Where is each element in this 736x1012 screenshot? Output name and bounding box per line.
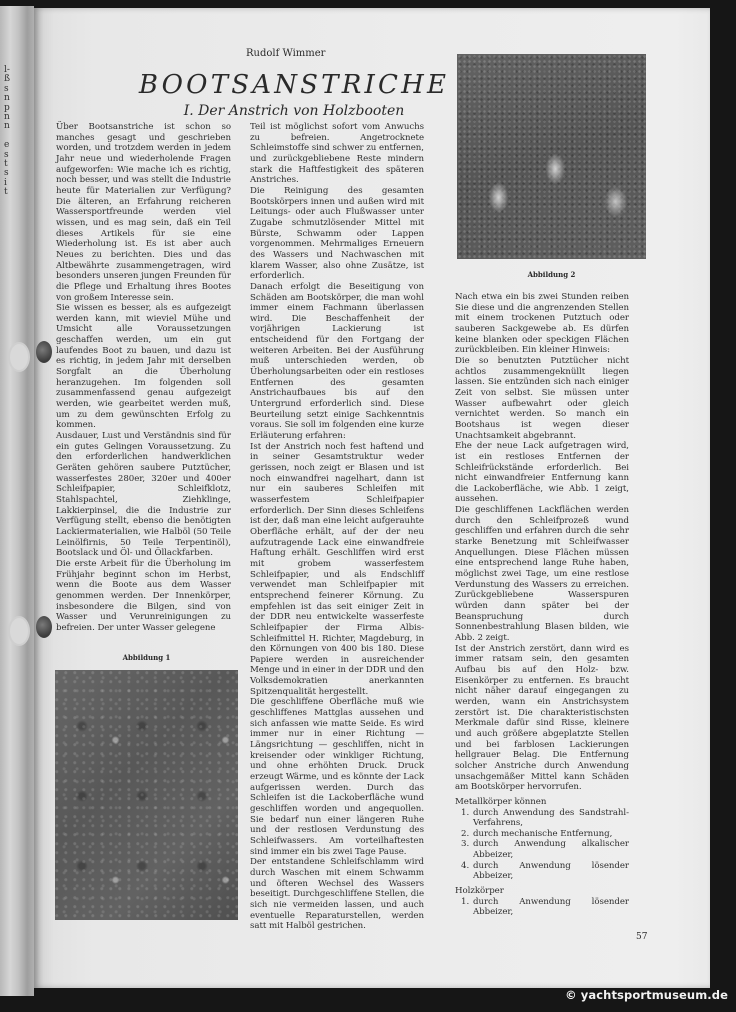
figure-1-caption: Abbildung 1: [122, 653, 171, 662]
figure-2-caption: Abbildung 2: [527, 270, 576, 279]
binder-ring-icon: [36, 616, 52, 638]
list-number: 1.: [461, 807, 470, 818]
wood-heading: Holzkörper: [455, 886, 504, 897]
fragment-line: t: [4, 159, 8, 170]
list-item: [455, 839, 629, 860]
fragment-line: n: [4, 112, 10, 123]
binder-edge: [0, 6, 34, 996]
paragraph: Die geschliffenen Lackflächen werden durch den Schleifprozeß wund geschliffen und erfahren durch die sehr starke Benetzung mit Schleifwasser Anquellungen. Diese Flächen müssen eine entsprechend lange Ruhe haben, möglichst zwei Tage, um eine restlose Verdunstung des Wassers zu erreichen. Zurückgebliebene Wasserspuren würden dann später bei der Beanspruchung durch Sonnenbestrahlung Blasen bilden, wie Abb. 2 zeigt.: [455, 505, 629, 643]
list-number: 3.: [461, 839, 470, 850]
magazine-page: [34, 8, 710, 988]
list-text: durch Anwendung des Sandstrahl-Verfahrens,: [473, 807, 629, 829]
list-number: 2.: [461, 828, 470, 839]
fragment-line: ß: [4, 74, 11, 85]
paragraph: Die so benutzten Putztücher nicht achtlos zusammengeknüllt liegen lassen. Sie entzünden sich nach einiger Zeit von selbst. Sie müssen unter Wasser aufbewahrt oder gleich vernichtet werden. So manch ein Bootshaus ist wegen dieser Unachtsamkeit abgebrannt.: [455, 355, 629, 441]
paragraph: Ehe der neue Lack aufgetragen wird, ist ein restloses Entfernen der Schleifrückstände erforderlich. Bei nicht einwandfreier Entfernung kann die Lackoberfläche, wie Abb. 1 zeigt, aussehen.: [455, 441, 629, 505]
text-column-3: [455, 292, 629, 918]
paragraph: Teil ist möglichst sofort vom Anwuchs zu befreien. Angetrocknete Schleimstoffe sind schwer zu entfernen, und zurückgebliebene Reste mindern stark die Haftfestigkeit des späteren Anstriches.: [250, 122, 424, 186]
paragraph: Danach erfolgt die Beseitigung von Schäden am Bootskörper, die man wohl immer einem Fachmann überlassen wird. Die Beschaffenheit der vorjährigen Lackierung ist entscheidend für den Fortgang der weiteren Arbeiten. Bei der Ausführung muß unterschieden werden, ob Überholungsarbeiten oder ein restloses Entfernen des gesamten Anstrichaufbaues bis auf den Untergrund erforderlich sind. Diese Beurteilung setzt einige Sachkenntnis voraus. Sie soll im folgenden eine kurze Erläuterung erfahren:: [250, 281, 424, 442]
paragraph: Ist der Anstrich noch fest haftend und in seiner Gesamtstruktur weder gerissen, noch zeigt er Blasen und ist noch einwandfrei nagelhart, dann ist nur ein sauberes Schleifen mit wasserfestem Schleifpapier erforderlich. Der Sinn dieses Schleifens ist der, daß man eine leicht aufgerauhte Oberfläche erhält, auf der der neu aufzutragende Lack eine einwandfreie Haftung erhält. Geschliffen wird erst mit grobem wasserfestem Schleifpapier, und als Endschliff verwendet man Schleifpapier mit entsprechend feinerer Körnung. Zu empfehlen ist das seit einiger Zeit in der DDR neu entwickelte wasserfeste Schleifpapier der Firma Albis-Schleifmittel H. Richter, Magdeburg, in den Körnungen von 400 bis 180. Diese Papiere werden in ausreichender Menge und in einer in der DDR und den Volksdemokratien anerkannten Spitzenqualität hergestellt.: [250, 441, 424, 697]
list-number: 1.: [461, 896, 470, 907]
paragraph: Ausdauer, Lust und Verständnis sind für ein gutes Gelingen Voraussetzung. Zu den erforderlichen handwerklichen Geräten gehören saubere Putztücher, wasserfestes 280er, 320er und 400er Schleifpapier, Schleifklotz, Stahlspachtel, Ziehklinge, Lakkierpinsel, die die Industrie zur Verfügung stellt, ebenso die benötigten Lackiermaterialien, wie Halböl (50 Teile Leinölfirnis, 50 Teile Terpentinöl), Bootslack und Öl- und Öllackfarben.: [56, 431, 231, 559]
wood-removal-list: [455, 897, 629, 918]
page-number: 57: [636, 932, 648, 942]
paragraph: Die erste Arbeit für die Überholung im Frühjahr beginnt schon im Herbst, wenn die Boote aus dem Wasser genommen werden. Der Innenkörper, insbesondere die Bilgen, sind von Wasser und Verunreinigungen zu befreien. Der unter Wasser gelegene: [56, 558, 231, 633]
paragraph: Über Bootsanstriche ist schon so manches gesagt und geschrieben worden, und trotzdem werden in jedem Jahr neue und wiederholende Fragen aufgeworfen: Wie mache ich es richtig, noch besser, und was stellt die Industrie heute für Materialien zur Verfügung? Die älteren, an Erfahrung reicheren Wassersportfreunde werden viel wissen, und es mag sein, daß ein Teil dieses Artikels für sie eine Wiederholung ist. Es ist aber auch Neues zu berichten. Dies und das Altbewährte zusammengetragen, wird besonders unseren jungen Freunden für die Pflege und Erhaltung ihres Bootes von großem Interesse sein.: [56, 122, 231, 303]
fragment-line: e: [4, 140, 10, 151]
paragraph: Die Reinigung des gesamten Bootskörpers innen und außen wird mit Leitungs- oder auch Flußwasser unter Zugabe schmutzlösender Mittel mit Bürste, Schwamm oder Lappen vorgenommen. Mehrmaliges Erneuern des Wassers und Nachwaschen mit klarem Wasser, also ohne Zusätze, ist erforderlich.: [250, 185, 424, 282]
list-item: [455, 829, 629, 840]
metal-removal-list: [455, 808, 629, 883]
figure-1-photo: [55, 670, 238, 920]
list-text: durch mechanische Entfernung,: [473, 828, 613, 839]
text-column-1: [56, 122, 231, 634]
paragraph: Sie wissen es besser, als es aufgezeigt werden kann, mit wieviel Mühe und Umsicht alle Voraussetzungen geschaffen werden, um ein gut laufendes Boot zu bauen, und dazu ist es richtig, in jedem Jahr mit derselben Sorgfalt an die Überholung heranzugehen. Im folgenden soll zusammenfassend genau aufgezeigt werden, wie gearbeitet werden muß, um zu dem gewünschten Erfolg zu kommen.: [56, 303, 231, 431]
article-title: BOOTSANSTRICHE: [138, 70, 450, 100]
article-author: Rudolf Wimmer: [246, 48, 326, 59]
article-subtitle: I. Der Anstrich von Holzbooten: [183, 103, 405, 119]
fragment-line: s: [4, 83, 9, 94]
list-text: durch Anwendung lösender Abbeizer,: [473, 896, 629, 918]
fragment-line: p: [4, 102, 10, 113]
list-item: [455, 897, 629, 918]
metal-heading: Metallkörper können: [455, 796, 547, 807]
text-column-2: [250, 122, 424, 932]
fragment-line: l-: [4, 65, 10, 75]
figure-2-photo: [457, 54, 646, 259]
list-item: [455, 808, 629, 829]
paragraph: Der entstandene Schleifschlamm wird durch Waschen mit einem Schwamm und öfteren Wechsel des Wassers beseitigt. Durchgeschliffene Stellen, die sich nie vermeiden lassen, und auch eventuelle Reparaturstellen, werden satt mit Halböl gestrichen.: [250, 857, 424, 932]
fragment-line: n: [4, 121, 10, 132]
paragraph: Ist der Anstrich zerstört, dann wird es immer ratsam sein, den gesamten Aufbau bis auf den Holz- bzw. Eisenkörper zu entfernen. Es braucht nicht näher darauf eingegangen zu werden, wann ein Anstrichsystem zerstört ist. Die charakteristischsten Merkmale dafür sind Risse, kleinere und auch größere abgeplatzte Stellen und bei farblosen Lackierungen hellgrauer Belag. Die Entfernung solcher Anstriche durch Anwendung unsachgemäßer Mittel kann Schäden am Bootskörper hervorrufen.: [455, 643, 629, 793]
fragment-line: s: [4, 149, 9, 160]
copyright-watermark: © yachtsportmuseum.de: [565, 988, 728, 1002]
paragraph: Die geschliffene Oberfläche muß wie geschliffenes Mattglas aussehen und sich anfassen wie matte Seide. Es wird immer nur in einer Richtung — Längsrichtung — geschliffen, nicht in kreisender oder winkliger Richtung, und ohne erhöhten Druck. Druck erzeugt Wärme, und es könnte der Lack aufgerissen werden. Durch das Schleifen ist die Lackoberfläche wund geschliffen worden und angequollen. Sie bedarf nun einer längeren Ruhe und der restlosen Verdunstung des Schleifwassers. Am vorteilhaftesten sind immer ein bis zwei Tage Pause.: [250, 697, 424, 857]
list-text: durch Anwendung alkalischer Abbeizer,: [473, 839, 629, 861]
paragraph: Nach etwa ein bis zwei Stunden reiben Sie diese und die angrenzenden Stellen mit einem trockenen Putztuch oder sauberen Sackgewebe ab. Es dürfen keine blanken oder speckigen Flächen zurückbleiben. Ein kleiner Hinweis:: [455, 292, 629, 356]
binder-ring-icon: [36, 341, 52, 363]
fragment-line: t: [4, 187, 8, 198]
fragment-line: i: [4, 177, 7, 188]
fragment-line: s: [4, 168, 9, 179]
list-text: durch Anwendung lösender Abbeizer,: [473, 860, 629, 882]
list-number: 4.: [461, 860, 470, 871]
previous-page-fragment: [4, 66, 16, 198]
binder-ring-icon: [8, 342, 30, 372]
binder-ring-icon: [8, 616, 30, 646]
list-item: [455, 861, 629, 882]
fragment-line: n: [4, 93, 10, 104]
